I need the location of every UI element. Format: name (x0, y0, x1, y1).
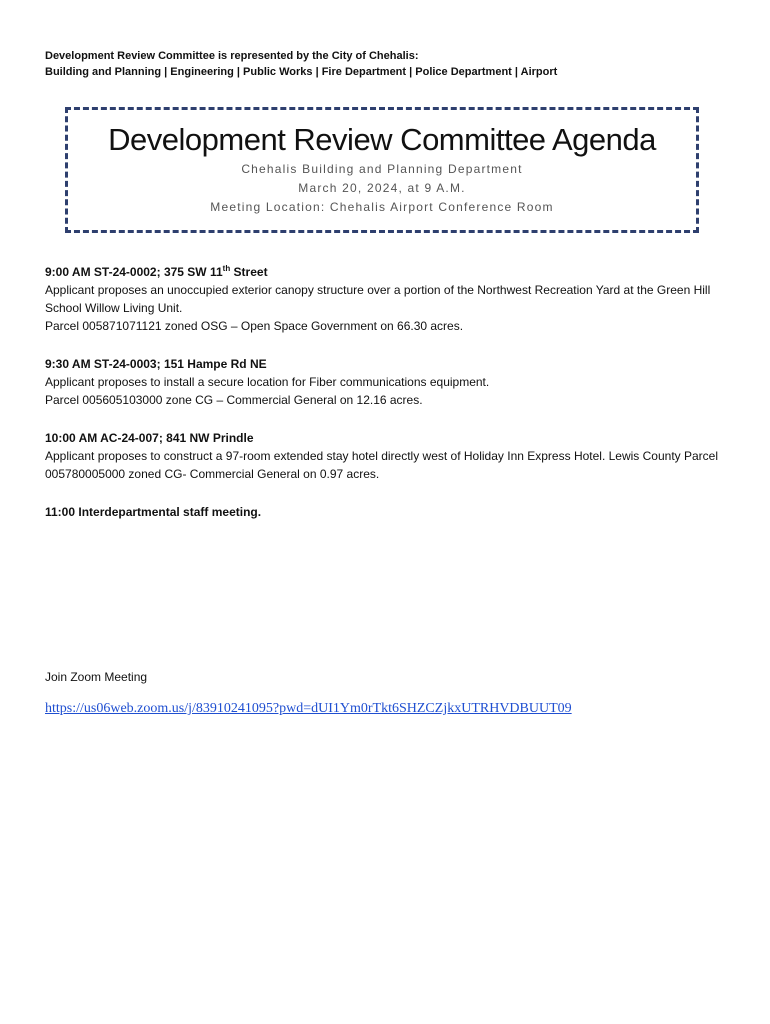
agenda-list (45, 263, 735, 541)
agenda-item-heading-suffix: Street (230, 265, 268, 279)
agenda-item (45, 263, 735, 335)
committee-header (45, 48, 735, 80)
committee-represented-line: Development Review Committee is represented by the City of Chehalis: (45, 50, 419, 62)
agenda-item-heading: 9:30 AM ST-24-0003; 151 Hampe Rd NE (45, 357, 267, 371)
agenda-item-parcel: Parcel 005605103000 zone CG – Commercial General on 12.16 acres. (45, 393, 423, 407)
agenda-item-heading-text: 9:00 AM ST-24-0002; 375 SW 11 (45, 265, 223, 279)
agenda-item (45, 355, 735, 409)
agenda-item-heading: 10:00 AM AC-24-007; 841 NW Prindle (45, 431, 254, 445)
agenda-item (45, 429, 735, 483)
agenda-title-box (65, 107, 699, 233)
agenda-item-description: Applicant proposes an unoccupied exterior canopy structure over a portion of the Northwest Recreation Yard at the Green Hill School Willow Living Unit. (45, 283, 711, 315)
agenda-item-description: Applicant proposes to construct a 97-room extended stay hotel directly west of Holiday Inn Express Hotel. Lewis County Parcel 005780005000 zoned CG- Commercial General on 0.97 acres. (45, 449, 719, 481)
meeting-location: Meeting Location: Chehalis Airport Conference Room (210, 200, 554, 214)
meeting-date-time: March 20, 2024, at 9 A.M. (298, 181, 466, 195)
agenda-item-parcel: Parcel 005871071121 zoned OSG – Open Space Government on 66.30 acres. (45, 319, 464, 333)
agenda-item-heading-superscript: th (222, 264, 231, 273)
committee-departments-line: Building and Planning | Engineering | Public Works | Fire Department | Police Department | Airport (45, 66, 558, 78)
zoom-meeting-link[interactable]: https://us06web.zoom.us/j/83910241095?pwd=dUI1Ym0rTkt6SHZCZjkxUTRHVDBUUT09 (45, 701, 572, 716)
agenda-item-heading (45, 263, 735, 281)
department-name: Chehalis Building and Planning Department (241, 162, 523, 176)
agenda-item-description: Applicant proposes to install a secure location for Fiber communications equipment. (45, 375, 490, 389)
agenda-title: Development Review Committee Agenda (108, 122, 656, 157)
staff-meeting-heading: 11:00 Interdepartmental staff meeting. (45, 505, 262, 519)
agenda-item-staff-meeting (45, 503, 735, 521)
zoom-meeting-label: Join Zoom Meeting (45, 670, 148, 684)
